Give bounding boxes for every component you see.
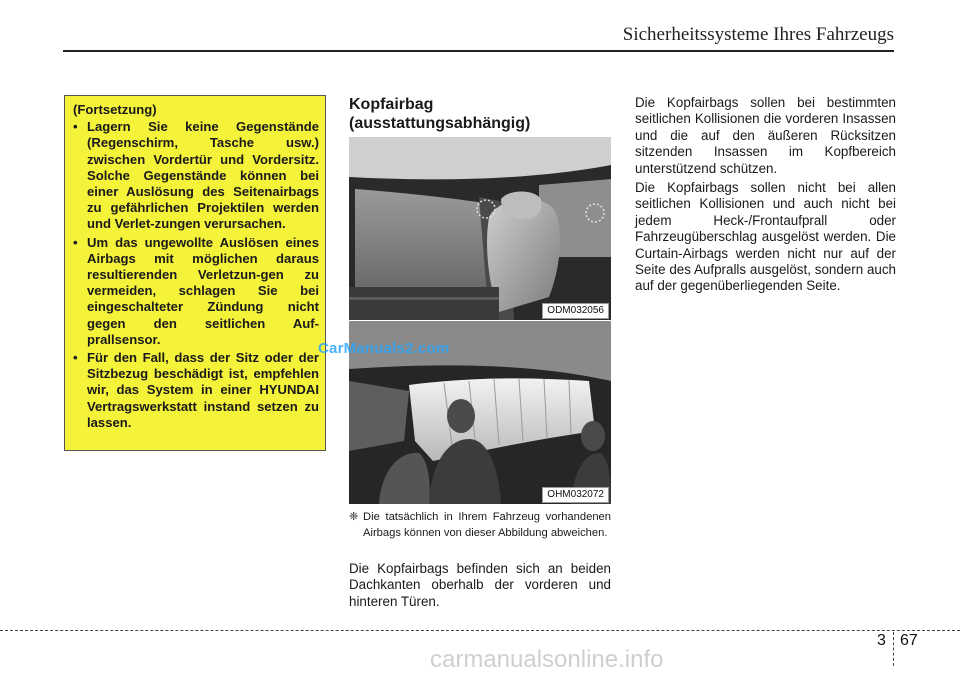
body-text-right [635, 95, 896, 298]
note-mark-icon: ❈ [349, 511, 359, 523]
warning-item [73, 235, 319, 348]
page-number-separator [893, 632, 895, 666]
bullet-icon: • [73, 234, 78, 250]
footer-rule [0, 630, 960, 631]
running-header: Sicherheitssysteme Ihres Fahrzeugs [622, 24, 894, 45]
warning-item-text: Um das ungewollte Auslösen eines Airbags mit möglichen daraus resultierenden Verletzun-gen zu vermeiden, schlagen Sie bei eingeschalteter Zündung nicht gegen den seitlichen Auf-prallsensor. [87, 234, 319, 347]
paragraph: Die Kopfairbags sollen bei bestimmten seitlichen Kollisionen die vorderen Insassen und die auf den äußeren Rücksitzen sitzenden Insassen im Kopfbereich unterstützend schützen. [635, 95, 896, 176]
section-title-line2: (ausstattungsabhängig) [349, 115, 531, 132]
bullet-icon: • [73, 350, 78, 366]
figure-code: OHM032072 [542, 487, 609, 503]
header-rule [63, 50, 894, 52]
figure-caption [349, 509, 611, 541]
section-title [349, 95, 611, 133]
figure-interior-roofline [349, 137, 611, 320]
paragraph: Die Kopfairbags sollen nicht bei allen seitlichen Kollisionen und auch nicht bei jedem Heck-/Frontaufprall oder Fahrzeugüberschlag ausgelöst werden. Die Curtain-Airbags werden nicht nur auf der Seite des Aufpralls ausgelöst, sondern auch auf der gegenüberliegenden Seite. [635, 180, 896, 294]
warning-item-text: Lagern Sie keine Gegenstände (Regenschirm, Tasche usw.) zwischen Vordertür und Vordersitz. Solche Gegenstände können bei einer Auslösung des Seitenairbags zu gefährlichen Projektilen werden und Verlet-zungen verursachen. [87, 119, 319, 232]
warning-list [73, 119, 319, 431]
footer-site-watermark: carmanualsonline.info [430, 646, 664, 673]
bullet-icon: • [73, 119, 78, 135]
watermark-overlay: CarManuals2.com [318, 340, 450, 357]
warning-item [73, 350, 319, 431]
figure-code: ODM032056 [542, 303, 609, 319]
body-text-mid: Die Kopfairbags befinden sich an beiden Dachkanten oberhalb der vorderen und hinteren Türen. [349, 561, 611, 609]
warning-item-text: Für den Fall, dass der Sitz oder der Sitzbezug beschädigt ist, empfehlen wir, das System in einer HYUNDAI Vertragswerkstatt instand setzen zu lassen. [87, 350, 319, 430]
warning-heading: (Fortsetzung) [73, 102, 157, 117]
warning-box [64, 95, 326, 451]
chapter-number: 3 [877, 632, 886, 649]
caption-text: Die tatsächlich in Ihrem Fahrzeug vorhandenen Airbags können von dieser Abbildung abweichen. [363, 511, 611, 539]
warning-item [73, 119, 319, 232]
interior-photo-1 [349, 137, 611, 320]
section-title-line1: Kopfairbag [349, 96, 434, 113]
page-number: 67 [900, 632, 918, 649]
